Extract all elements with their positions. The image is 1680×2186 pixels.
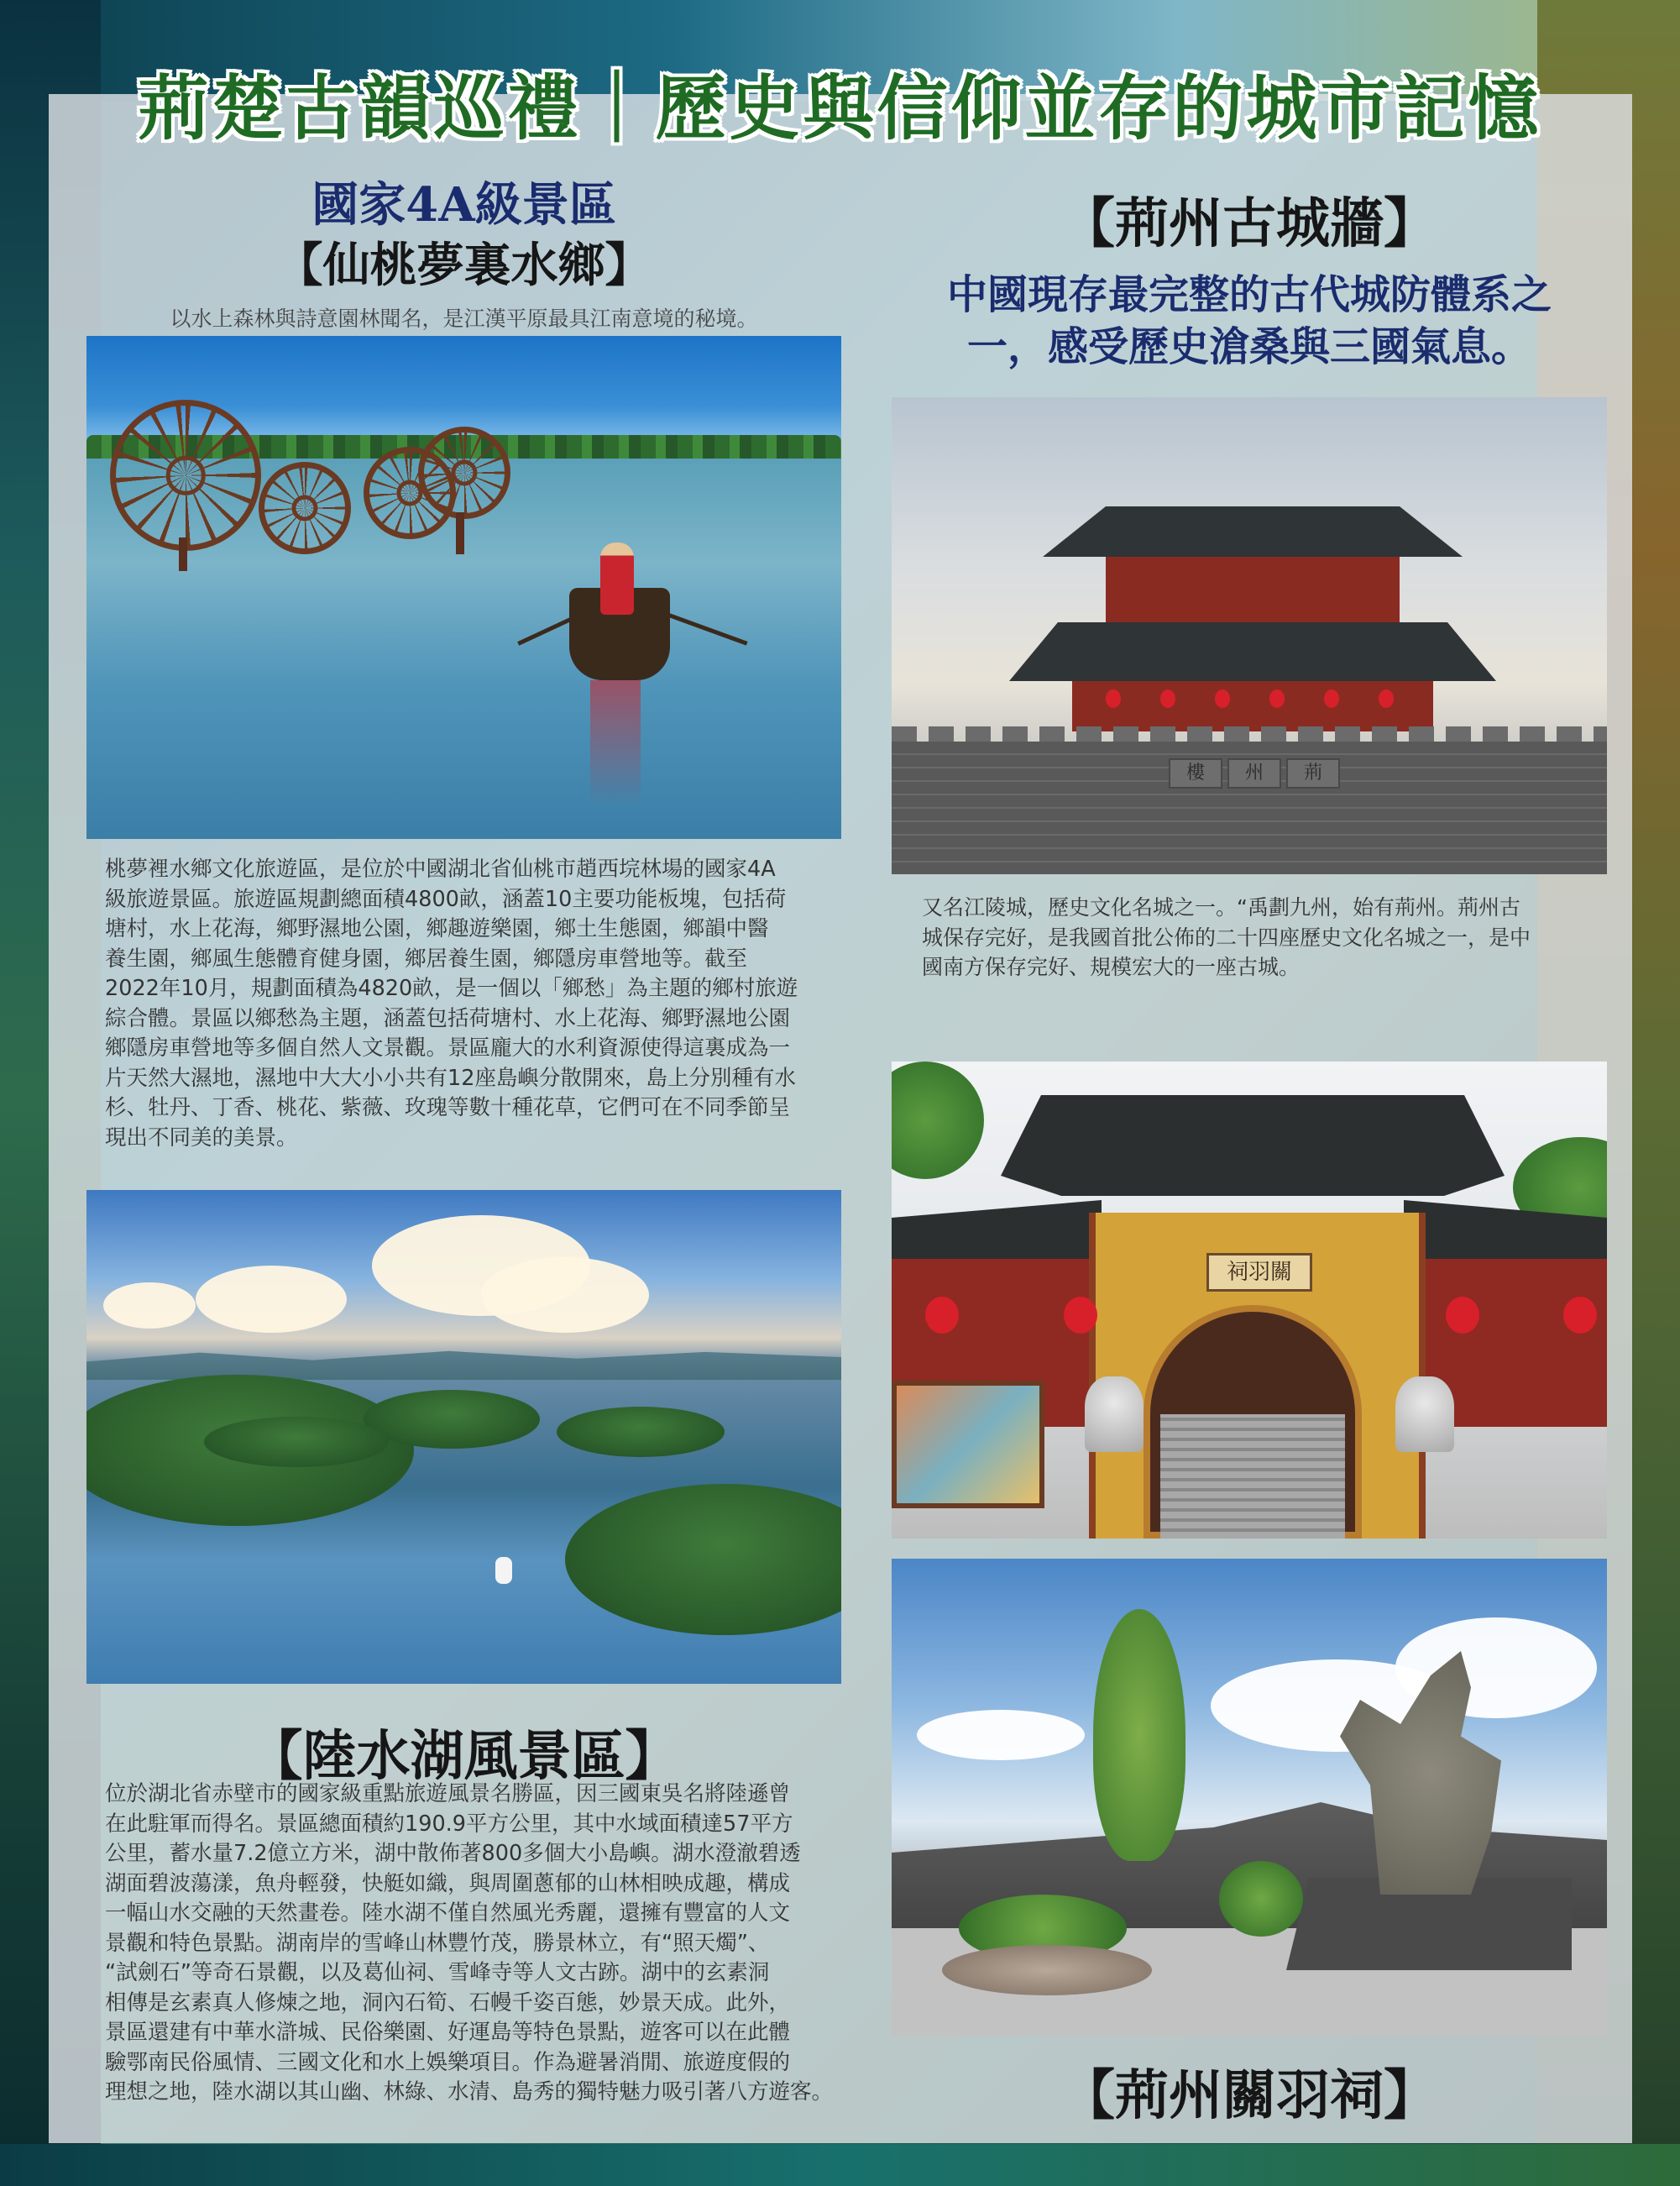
guanyu-title: 【荊州關羽祠】 xyxy=(1061,2064,1437,2127)
body-line: 位於湖北省赤壁市的國家級重點旅遊風景名勝區，因三國東吳名將陸遜曾 xyxy=(105,1781,791,1806)
xiantao-photo xyxy=(86,336,841,839)
background-bottom xyxy=(0,2144,1680,2186)
body-line: 又名江陵城，歷史文化名城之一。“禹劃九州，始有荊州。荊州古 xyxy=(922,895,1520,920)
cloud xyxy=(196,1266,347,1333)
wall-plaque: 州 xyxy=(1227,758,1281,789)
wheel-post xyxy=(456,512,464,554)
page-title: 荊楚古韻巡禮｜歷史與信仰並存的城市記憶 xyxy=(138,66,1542,149)
body-line: 景觀和特色景點。湖南岸的雪峰山林豐竹茂，勝景林立，有“照天燭”、 xyxy=(105,1930,770,1956)
side-roof xyxy=(892,1200,1102,1259)
body-line: 片天然大濕地，濕地中大大小小共有12座島嶼分散開來，島上分別種有水 xyxy=(105,1065,796,1091)
cloud xyxy=(103,1282,196,1329)
subtitle-line: 一，感受歷史滄桑與三國氣息。 xyxy=(966,323,1531,370)
citywall-title: 【荊州古城牆】 xyxy=(1061,192,1437,255)
water-wheel xyxy=(259,462,351,554)
reflection xyxy=(590,680,641,806)
distant-hills xyxy=(86,1350,841,1380)
body-line: 鄉隱房車營地等多個自然人文景觀。景區龐大的水利資源使得這裏成為一 xyxy=(105,1035,791,1061)
tower-lower-floor xyxy=(1072,681,1433,731)
wall-plaque: 荊 xyxy=(1286,758,1340,789)
island xyxy=(557,1407,725,1457)
red-lantern xyxy=(1324,689,1339,708)
wheel-post xyxy=(179,537,187,571)
island xyxy=(364,1390,540,1449)
tree xyxy=(1093,1609,1185,1861)
body-line: 驗鄂南民俗風情、三國文化和水上娛樂項目。作為避暑消閒、旅遊度假的 xyxy=(105,2049,791,2075)
stairs xyxy=(1160,1414,1345,1539)
shrub xyxy=(1219,1861,1303,1937)
red-lantern xyxy=(1215,689,1230,708)
body-line: 綜合體。景區以鄉愁為主題，涵蓋包括荷塘村、水上花海、鄉野濕地公園 xyxy=(105,1005,791,1031)
body-line: 城保存完好，是我國首批公佈的二十四座歷史文化名城之一，是中 xyxy=(922,925,1531,950)
info-board xyxy=(892,1381,1044,1508)
red-lantern xyxy=(1563,1297,1597,1334)
tower-upper-floor xyxy=(1106,557,1400,624)
red-lantern xyxy=(1064,1297,1097,1334)
body-line: 理想之地，陸水湖以其山幽、林綠、水清、島秀的獨特魅力吸引著八方遊客。 xyxy=(105,2079,834,2105)
rock-bed xyxy=(942,1945,1152,1995)
body-line: 塘村，水上花海，鄉野濕地公園，鄉趣遊樂園，鄉土生態園，鄉韻中醫 xyxy=(105,916,769,941)
gate-signboard: 祠羽關 xyxy=(1206,1253,1312,1292)
oar xyxy=(659,610,747,645)
body-line: 公里，蓄水量7.2億立方米，湖中散佈著800多個大小島嶼。湖水澄澈碧透 xyxy=(105,1841,801,1866)
body-line: 相傳是玄素真人修煉之地，洞內石筍、石幔千姿百態，妙景天成。此外， xyxy=(105,1989,791,2016)
body-line: 景區還建有中華水滸城、民俗樂園、好運島等特色景點，遊客可以在此體 xyxy=(105,2020,791,2045)
body-line: 桃夢裡水鄉文化旅遊區，是位於中國湖北省仙桃市趙西垸林場的國家4A xyxy=(105,857,776,882)
red-lantern xyxy=(1269,689,1285,708)
tower-roof-lower xyxy=(1009,622,1496,681)
boatman xyxy=(600,543,634,615)
body-line: 在此駐軍而得名。景區總面積約190.9平方公里，其中水域面積達57平方 xyxy=(105,1811,793,1837)
lushui-photo xyxy=(86,1190,841,1684)
citywall-subtitle xyxy=(892,269,1607,373)
wall-plaque: 樓 xyxy=(1169,758,1222,789)
xiantao-intro: 以水上森林與詩意園林聞名，是江漢平原最具江南意境的秘境。 xyxy=(170,307,758,331)
body-line: 杉、牡丹、丁香、桃花、紫薇、玫瑰等數十種花草，它們可在不同季節呈 xyxy=(105,1095,791,1120)
xiantao-body xyxy=(105,855,844,1153)
subtitle-line: 中國現存最完整的古代城防體系之 xyxy=(946,271,1552,318)
guanyu-temple-photo xyxy=(892,1062,1607,1539)
body-line: 湖面碧波蕩漾，魚舟輕發，快艇如織，與周圍蔥郁的山林相映成趣，構成 xyxy=(105,1870,791,1896)
stone-lion xyxy=(1395,1376,1454,1452)
island xyxy=(204,1417,389,1467)
guanyu-statue-photo xyxy=(892,1559,1607,2036)
body-line: “試劍石”等奇石景觀，以及葛仙祠、雪峰寺等人文古跡。湖中的玄素洞 xyxy=(105,1960,770,1985)
tower-roof-upper xyxy=(1043,506,1463,557)
stone-lion xyxy=(1085,1376,1144,1452)
red-lantern xyxy=(1106,689,1121,708)
body-line: 2022年10月，規劃面積為4820畝，是一個以「鄉愁」為主題的鄉村旅遊 xyxy=(105,976,798,1001)
citywall-photo xyxy=(892,397,1607,874)
water-wheel xyxy=(110,400,261,551)
gate-roof xyxy=(1001,1095,1505,1196)
body-line: 一幅山水交融的天然畫卷。陸水湖不僅自然風光秀麗，還擁有豐富的人文 xyxy=(105,1900,791,1926)
body-line: 養生園，鄉風生態體育健身園，鄉居養生園，鄉隱房車營地等。截至 xyxy=(105,946,748,972)
red-lantern xyxy=(1160,689,1175,708)
red-lantern xyxy=(1379,689,1394,708)
body-line: 級旅遊景區。旅遊區規劃總面積4800畝，涵蓋10主要功能板塊，包括荷 xyxy=(105,886,787,912)
lushui-title: 【陸水湖風景區】 xyxy=(249,1725,679,1788)
xiantao-title: 【仙桃夢裏水鄉】 xyxy=(275,238,652,293)
red-lantern xyxy=(925,1297,959,1334)
lushui-body xyxy=(105,1780,861,2108)
speedboat xyxy=(495,1557,512,1584)
body-line: 現出不同美的美景。 xyxy=(105,1124,298,1151)
cloud xyxy=(481,1257,649,1333)
cloud xyxy=(917,1710,1085,1760)
xiantao-grade: 國家4A級景區 xyxy=(311,177,616,233)
citywall-body xyxy=(922,893,1594,983)
body-line: 國南方保存完好、規模宏大的一座古城。 xyxy=(922,955,1301,979)
island xyxy=(565,1484,841,1635)
red-lantern xyxy=(1446,1297,1479,1334)
tree xyxy=(892,1062,984,1179)
water-wheel xyxy=(418,427,510,519)
